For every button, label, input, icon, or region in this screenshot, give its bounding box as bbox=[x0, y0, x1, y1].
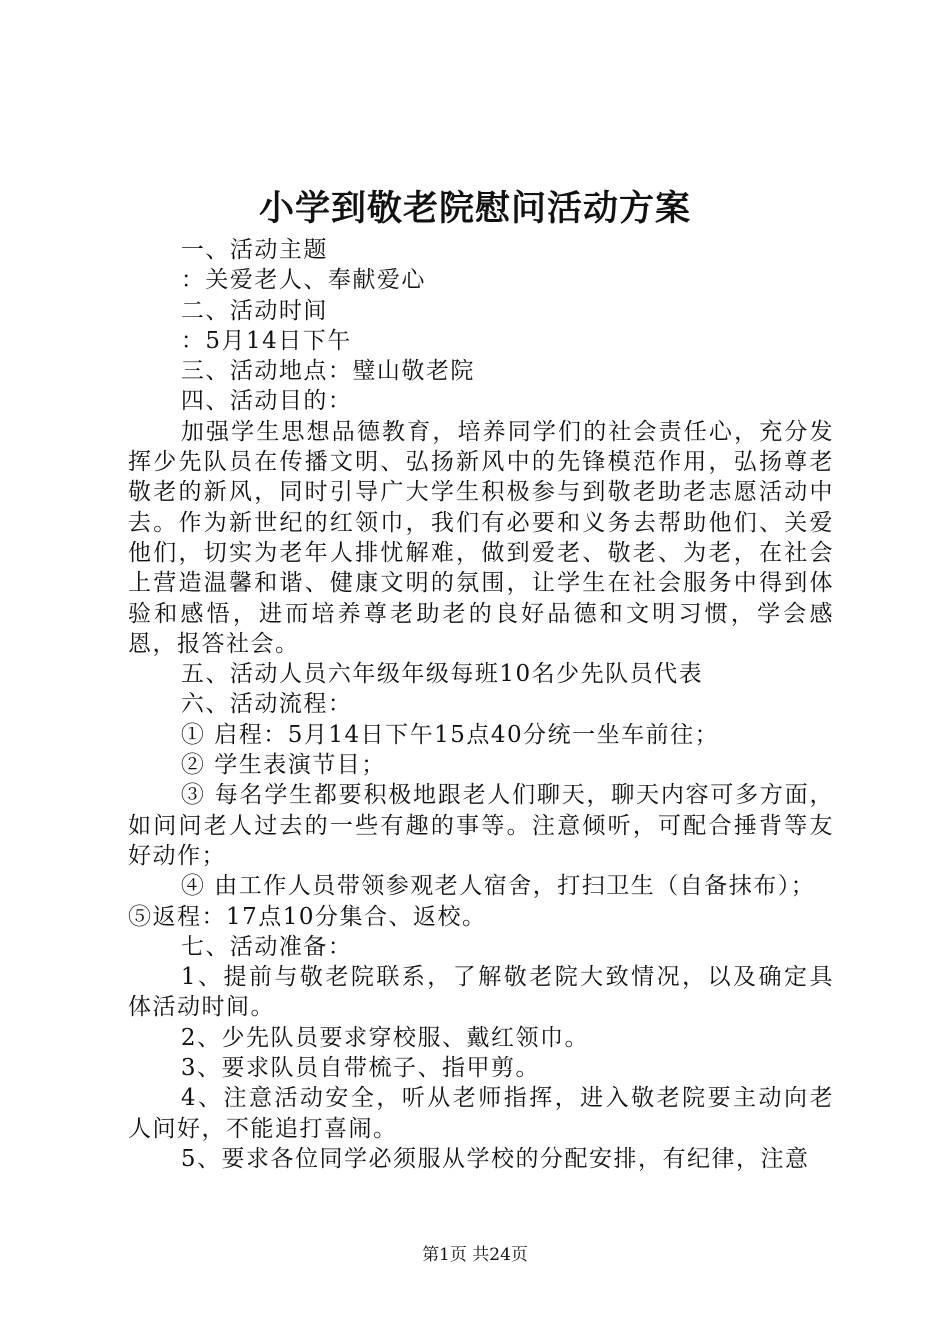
page-footer: 第1页 共24页 bbox=[422, 1245, 528, 1265]
paragraph: 3、要求队员自带梳子、指甲剪。 bbox=[180, 1055, 541, 1082]
paragraph: 一、活动主题 bbox=[180, 237, 328, 263]
document-title: 小学到敬老院慰问活动方案 bbox=[258, 188, 691, 229]
paragraph: 4、注意活动安全，听从老师指挥，进入敬老院要主动向老人问好，不能追打喜闹。 bbox=[128, 1085, 834, 1142]
paragraph: ① 启程：5月14日下午15点40分统一坐车前往； bbox=[180, 721, 720, 748]
paragraph: 1、提前与敬老院联系，了解敬老院大致情况，以及确定具体活动时间。 bbox=[128, 964, 834, 1021]
paragraph: ：关爱老人、奉献爱心 bbox=[180, 267, 426, 294]
paragraph: 六、活动流程： bbox=[180, 691, 353, 718]
paragraph: 三、活动地点：璧山敬老院 bbox=[180, 358, 475, 385]
paragraph: ② 学生表演节目； bbox=[180, 752, 386, 779]
paragraph: 七、活动准备： bbox=[180, 933, 353, 960]
paragraph: 四、活动目的： bbox=[180, 388, 353, 415]
paragraph: ③ 每名学生都要积极地跟老人们聊天，聊天内容可多方面，如问问老人过去的一些有趣的事等。注意倾听，可配合捶背等友好动作； bbox=[128, 782, 834, 869]
paragraph: ：5月14日下午 bbox=[180, 327, 352, 354]
paragraph: ⑤返程：17点10分集合、返校。 bbox=[128, 903, 487, 930]
paragraph: 二、活动时间 bbox=[180, 297, 328, 324]
paragraph: 5、要求各位同学必须服从学校的分配安排，有纪律，注意 bbox=[180, 1145, 810, 1172]
document-body bbox=[128, 235, 834, 1174]
paragraph: 2、少先队员要求穿校服、戴红领巾。 bbox=[180, 1024, 590, 1051]
paragraph: 加强学生思想品德教育，培养同学们的社会责任心，充分发挥少先队员在传播文明、弘扬新风中的先锋模范作用，弘扬尊老敬老的新风，同时引导广大学生积极参与到敬老助老志愿活动中去。作为新世纪的红领巾，我们有必要和义务去帮助他们、关爱他们，切实为老年人排忧解难，做到爱老、敬老、为老，在社会上营造温馨和谐、健康文明的氛围，让学生在社会服务中得到体验和感悟，进而培养尊老助老的良好品德和文明习惯，学会感恩，报答社会。 bbox=[128, 418, 834, 657]
paragraph: ④ 由工作人员带领参观老人宿舍，打扫卫生（自备抹布）； bbox=[180, 873, 816, 900]
paragraph: 五、活动人员六年级年级每班10名少先队员代表 bbox=[180, 661, 704, 688]
